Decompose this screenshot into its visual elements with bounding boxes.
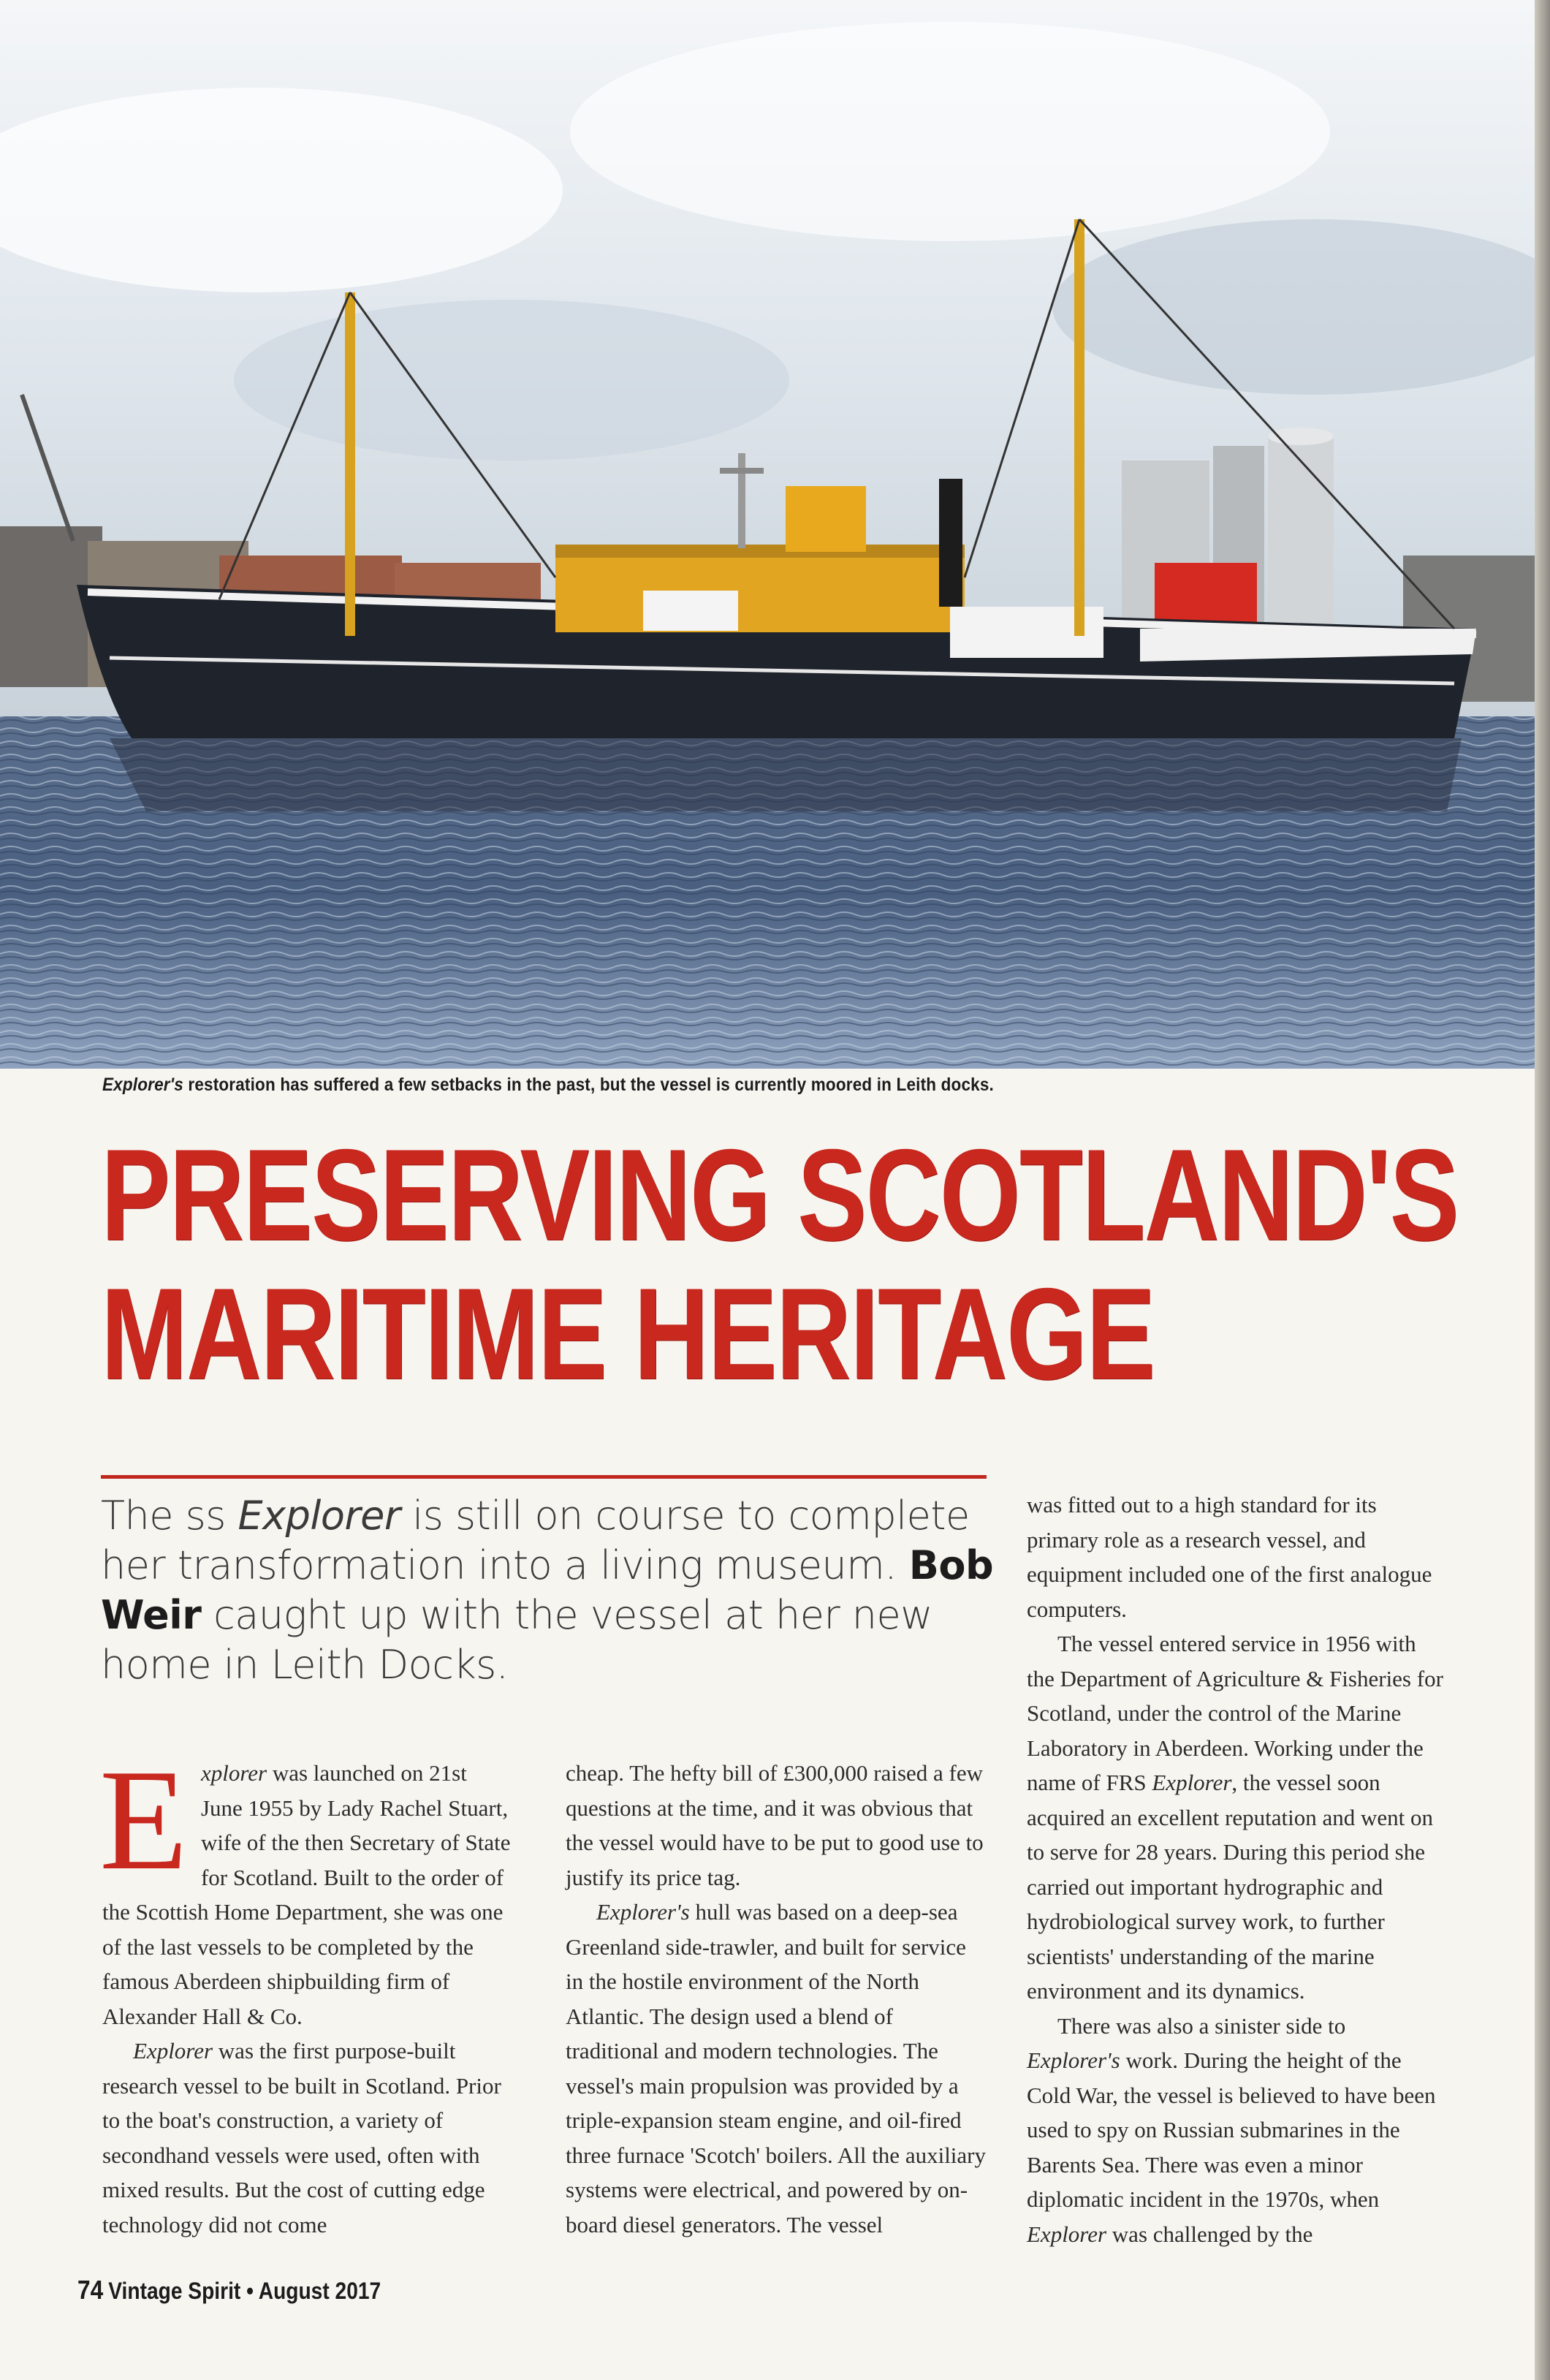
ship-name: Explorer (1027, 2221, 1107, 2247)
standfirst-part-1: The ss (101, 1493, 238, 1539)
page-footer (77, 2275, 381, 2305)
paragraph-text: hull was based on a deep-sea Greenland side-trawler, and built for service in the hostile environment of the North Atlantic. The design used a blend of traditional and modern technologies. The vessel's main propulsion was provided by a triple-expansion steam engine, and oil-fired three furnace 'Scotch' boilers. All the auxiliary systems were electrical, and powered by on-board diesel generators. The vessel (566, 1899, 986, 2237)
ship-photo (0, 0, 1535, 1069)
ship-name: Explorer's (596, 1899, 690, 1925)
headline-line-1: PRESERVING SCOTLAND'S (101, 1122, 1459, 1267)
photo-caption (102, 1075, 1352, 1096)
paragraph-text: was the first purpose-built research vessel to be built in Scotland. Prior to the boat's construction, a variety of secondhand vessels were used, often with mixed results. But the cost of cutting edge technology did not come (102, 2038, 501, 2237)
standfirst-part-3: caught up with the vessel at her new home in Leith Docks. (101, 1592, 932, 1688)
body-column-2 (566, 1756, 986, 2242)
ship-photo-illustration (0, 0, 1535, 1069)
paragraph-text: was challenged by the (1106, 2221, 1313, 2247)
body-paragraph (1027, 1488, 1443, 1626)
page-gutter-shadow (1535, 0, 1550, 2380)
standfirst (101, 1491, 1000, 1690)
caption-ship-name: Explorer's (102, 1075, 183, 1095)
paragraph-text: was launched on 21st June 1955 by Lady Rachel Stuart, wife of the then Secretary of State for Scotland. Built to the order of the Scottish Home Department, she was one of the last vessels to be completed by the famous Aberdeen shipbuilding firm of Alexander Hall & Co. (102, 1760, 511, 2029)
body-column-1 (99, 1740, 512, 2242)
page-number: 74 (77, 2275, 104, 2305)
body-paragraph (102, 2034, 512, 2242)
author-name: Bob Weir (101, 1542, 994, 1638)
body-paragraph (1027, 1626, 1443, 2009)
headline-line-2: MARITIME HERITAGE (101, 1261, 1155, 1406)
standfirst-part-2: is still on course to complete her transformation into a living museum. (101, 1493, 970, 1588)
standfirst-ship-name: Explorer (238, 1493, 400, 1539)
drop-cap: E (99, 1740, 188, 1900)
paragraph-text: , the vessel soon acquired an excellent reputation and went on to serve for 28 years. During this period she carried out important hydrographic and hydrobiological survey work, to further scientists' understanding of the marine environment and its dynamics. (1027, 1770, 1434, 2004)
body-column-3 (1027, 1488, 1443, 2251)
ship-name: Explorer (133, 2038, 213, 2063)
ship-name: Explorer's (1027, 2047, 1120, 2073)
paragraph-text: There was also a sinister side to (1057, 2012, 1346, 2039)
paragraph-text: The vessel entered service in 1956 with the Department of Agriculture & Fisheries for Scotland, under the control of the Marine Laboratory in Aberdeen. Working under the name of FRS (1027, 1631, 1443, 1795)
paragraph-text: work. During the height of the Cold War, the vessel is believed to have been used to spy on Russian submarines in the Barents Sea. There was even a minor diplomatic incident in the 1970s, when (1027, 2047, 1436, 2212)
body-paragraph (99, 1740, 512, 2034)
publication-issue: Vintage Spirit • August 2017 (108, 2278, 381, 2304)
paragraph-text: cheap. The hefty bill of £300,000 raised a few questions at the time, and it was obvious that the vessel would have to be put to good use to justify its price tag. (566, 1760, 984, 1890)
headline-rule (101, 1475, 987, 1479)
caption-text: restoration has suffered a few setbacks in the past, but the vessel is currently moored in Leith docks. (183, 1075, 994, 1095)
body-paragraph (1027, 2009, 1443, 2252)
body-paragraph (566, 1895, 986, 2242)
paragraph-text: was fitted out to a high standard for its primary role as a research vessel, and equipment included one of the first analogue computers. (1027, 1492, 1432, 1622)
ship-name: xplorer (200, 1760, 267, 1786)
headline (101, 1122, 1459, 1406)
ship-name: Explorer (1152, 1770, 1232, 1795)
body-paragraph (566, 1756, 986, 1895)
